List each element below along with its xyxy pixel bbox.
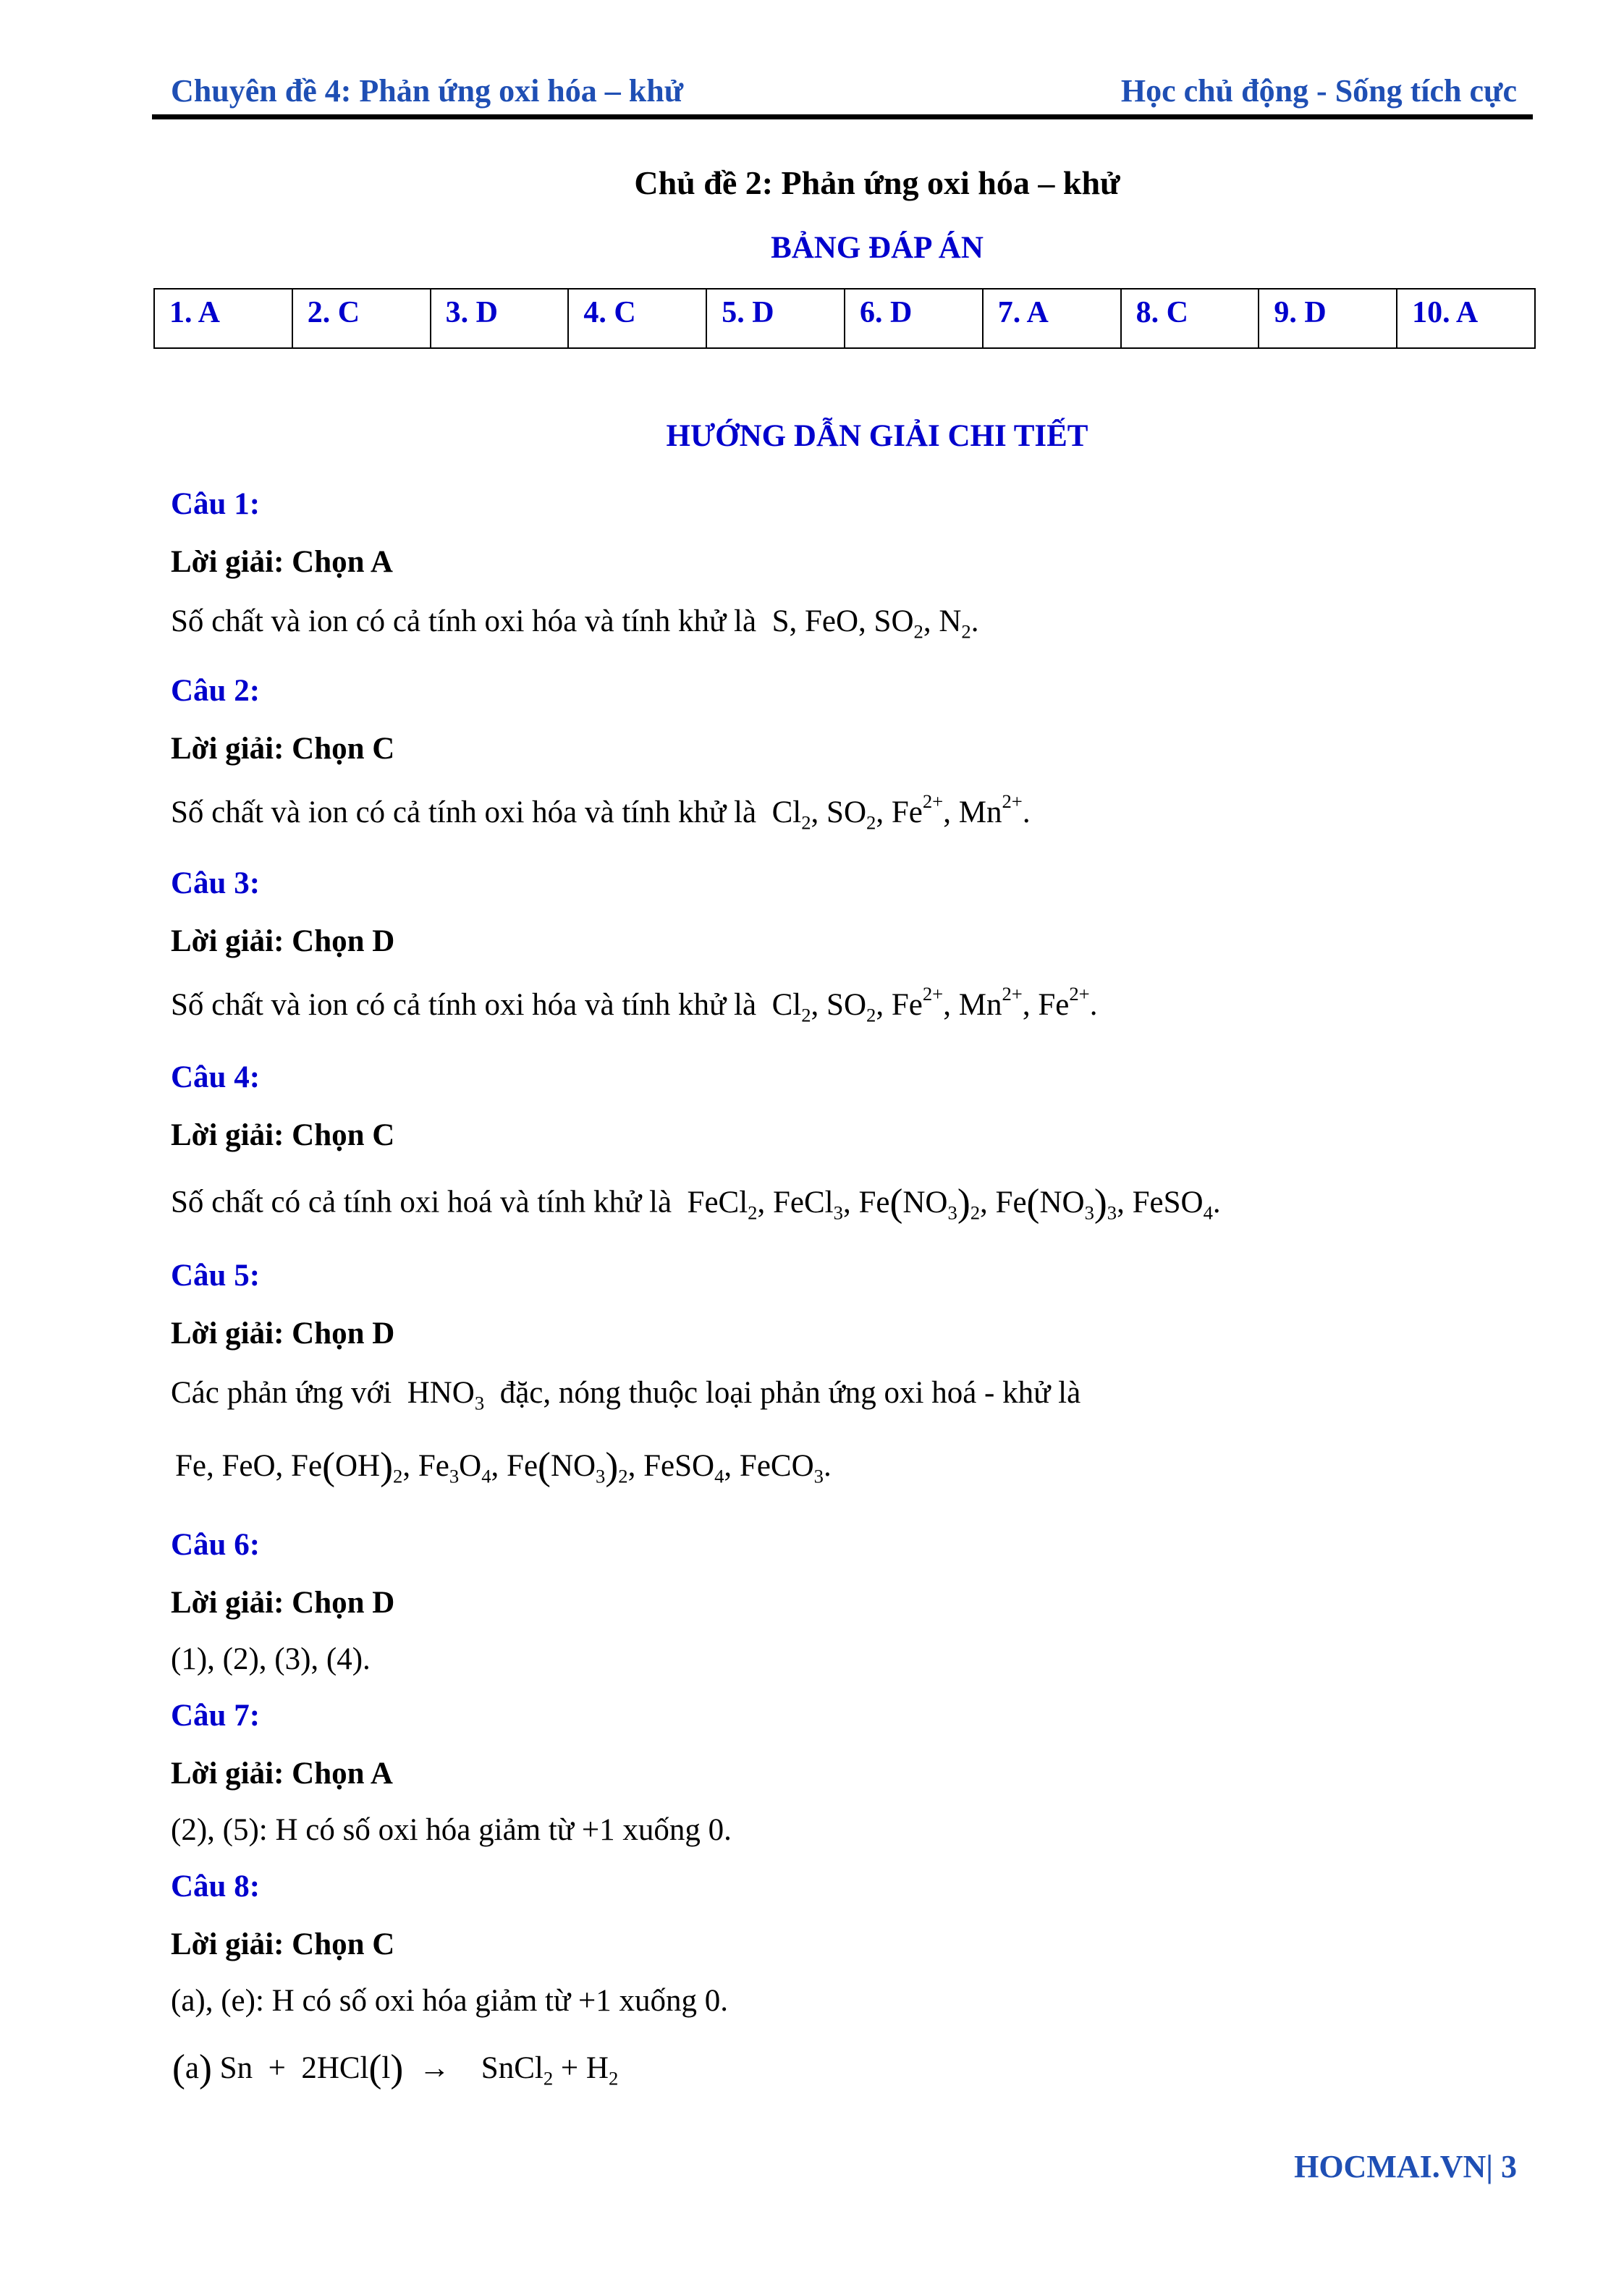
question-label: Câu 2:: [171, 674, 261, 708]
answer-cell: 2. C: [292, 289, 431, 348]
body-text: Số chất và ion có cả tính oxi hóa và tính khử là: [171, 988, 757, 1022]
answer-cell: 7. A: [983, 289, 1121, 348]
formula-line: [175, 1443, 832, 1488]
question-label: Câu 1:: [171, 487, 261, 521]
answer-cell: 1. A: [154, 289, 292, 348]
header-chapter-title: Chuyên đề 4: Phản ứng oxi hóa – khử: [171, 73, 684, 109]
question-body: [171, 983, 1098, 1026]
question-body: [171, 790, 1031, 834]
question-body: [171, 1375, 1081, 1414]
question-body: (a), (e): H có số oxi hóa giảm từ +1 xuống 0.: [171, 1984, 729, 2018]
body-text: Các phản ứng với: [171, 1376, 392, 1410]
body-text: đặc, nóng thuộc loại phản ứng oxi hoá - khử là: [499, 1376, 1081, 1410]
question-label: Câu 4:: [171, 1060, 261, 1094]
reaction-equation: [172, 2045, 618, 2090]
solution-line: Lời giải: Chọn D: [171, 924, 395, 958]
question-label: Câu 3:: [171, 866, 261, 900]
question-body: (1), (2), (3), (4).: [171, 1642, 371, 1676]
question-body: (2), (5): H có số oxi hóa giảm từ +1 xuống 0.: [171, 1813, 732, 1847]
answer-cell: 9. D: [1259, 289, 1397, 348]
solution-line: Lời giải: Chọn A: [171, 1757, 393, 1791]
body-text: Số chất và ion có cả tính oxi hóa và tính khử là: [171, 604, 757, 638]
question-body: [171, 1180, 1221, 1225]
chemical-formula: S, FeO, $SO_2$, $N_2$.: [764, 604, 979, 643]
answer-table: [153, 288, 1536, 349]
page-title: Chủ đề 2: Phản ứng oxi hóa – khử: [634, 164, 1120, 201]
question-label: Câu 5:: [171, 1259, 261, 1293]
chemical-formula: $HNO_3$: [399, 1376, 485, 1414]
chemical-formula: $Cl_2$, $SO_2$, $Fe^{2+}$, $Mn^{2+}$, $Fe^{2+}$.: [764, 983, 1098, 1026]
header-divider: [152, 114, 1533, 119]
answer-cell: 4. C: [568, 289, 706, 348]
chemical-formula: FeCl$_2$, FeCl$_3$, $Fe(NO_3)_2$, $Fe(NO_3)_3$, FeSO$_4$.: [679, 1180, 1221, 1224]
chemical-formula: (a) Sn + 2HCl(l) → SnCl$_2$ + $H_2$: [172, 2046, 619, 2090]
solution-line: Lời giải: Chọn A: [171, 545, 393, 579]
question-body: [171, 604, 979, 643]
guide-heading: HƯỚNG DẪN GIẢI CHI TIẾT: [666, 419, 1088, 453]
body-text: Số chất có cả tính oxi hoá và tính khử là: [171, 1185, 672, 1220]
answer-table-heading: BẢNG ĐÁP ÁN: [771, 231, 984, 265]
solution-line: Lời giải: Chọn D: [171, 1586, 395, 1620]
footer-page-number: HOCMAI.VN| 3: [1294, 2149, 1517, 2184]
answer-row: [154, 289, 1535, 348]
answer-cell: 5. D: [706, 289, 845, 348]
solution-line: Lời giải: Chọn C: [171, 732, 395, 766]
solution-line: Lời giải: Chọn C: [171, 1927, 395, 1961]
question-label: Câu 8:: [171, 1869, 261, 1903]
answer-cell: 3. D: [431, 289, 569, 348]
answer-cell: 6. D: [845, 289, 983, 348]
header-slogan: Học chủ động - Sống tích cực: [1120, 73, 1517, 109]
body-text: Số chất và ion có cả tính oxi hóa và tính khử là: [171, 795, 757, 829]
solution-line: Lời giải: Chọn C: [171, 1118, 395, 1152]
chemical-formula: $Cl_2$, $SO_2$, $Fe^{2+}$, $Mn^{2+}$.: [764, 790, 1031, 834]
answer-cell: 8. C: [1121, 289, 1259, 348]
solution-line: Lời giải: Chọn D: [171, 1317, 395, 1351]
answer-cell: 10. A: [1397, 289, 1535, 348]
chemical-formula: Fe, FeO, $Fe(OH)_2$, $Fe_3O_4$, $Fe(NO_3)_2$, FeSO$_4$, FeCO$_3$.: [175, 1444, 832, 1487]
question-label: Câu 6:: [171, 1528, 261, 1562]
question-label: Câu 7:: [171, 1699, 261, 1733]
